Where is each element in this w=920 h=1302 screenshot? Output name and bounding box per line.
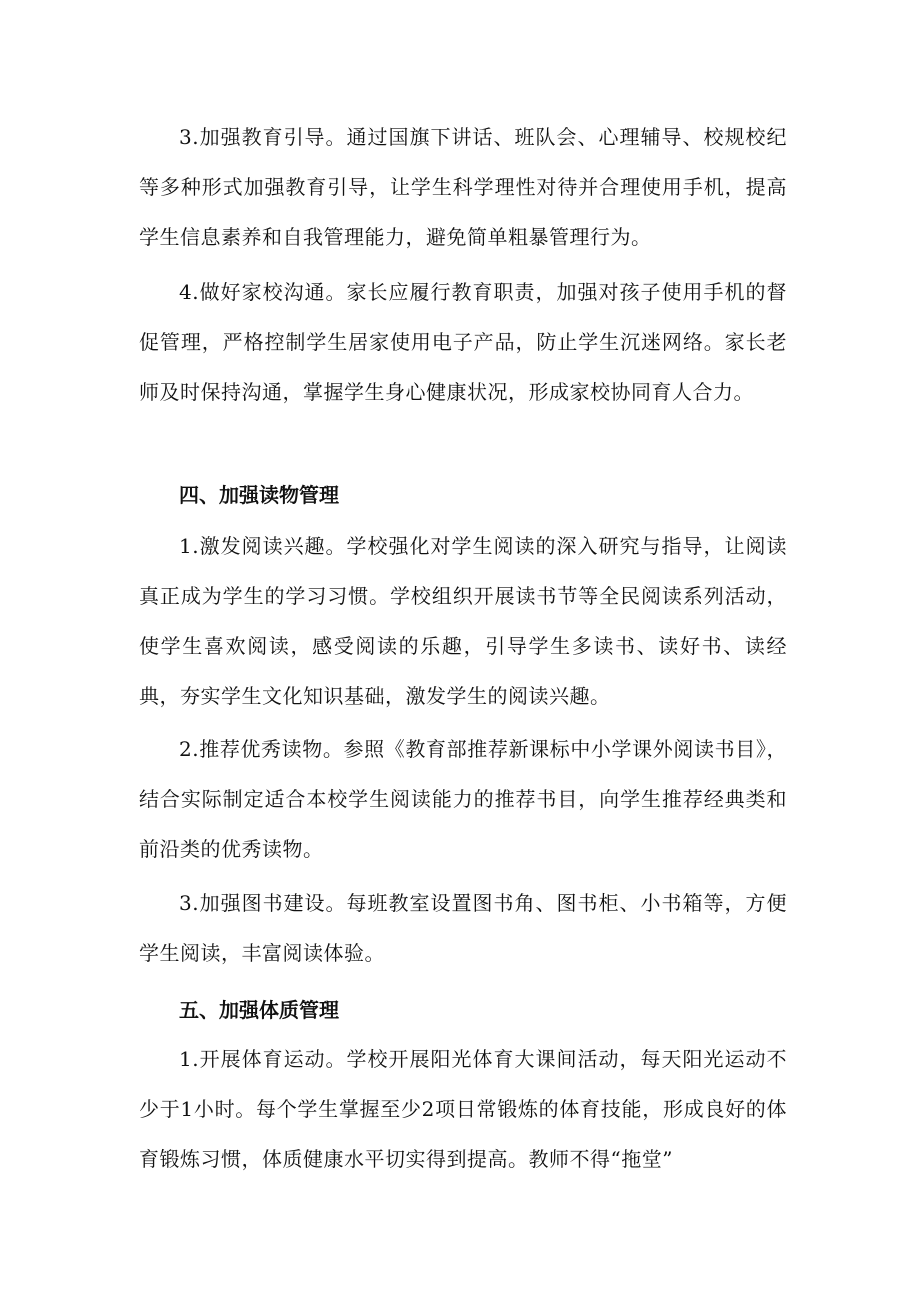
paragraph-home-school-communication: 4.做好家校沟通。家长应履行教育职责，加强对孩子使用手机的督促管理，严格控制学生居家使用电子产品，防止学生沉迷网络。家长老师及时保持沟通，掌握学生身心健康状况，形成家校协同育人合力。: [139, 280, 787, 404]
paragraph-library-construction: 3.加强图书建设。每班教室设置图书角、图书柜、小书箱等，方便学生阅读，丰富阅读体验。: [139, 891, 787, 965]
section-heading-reading: 四、加强读物管理: [179, 483, 339, 507]
section-heading-physical: 五、加强体质管理: [179, 998, 339, 1022]
paragraph-recommend-books: 2.推荐优秀读物。参照《教育部推荐新课标中小学课外阅读书目》，结合实际制定适合本校学生阅读能力的推荐书目，向学生推荐经典类和前沿类的优秀读物。: [139, 737, 787, 861]
paragraph-education-guidance: 3.加强教育引导。通过国旗下讲话、班队会、心理辅导、校规校纪等多种形式加强教育引导，让学生科学理性对待并合理使用手机，提高学生信息素养和自我管理能力，避免简单粗暴管理行为。: [139, 125, 787, 249]
paragraph-physical-activity: 1.开展体育运动。学校开展阳光体育大课间活动，每天阳光运动不少于1小时。每个学生掌握至少2项日常锻炼的体育技能，形成良好的体育锻炼习惯，体质健康水平切实得到提高。教师不得“拖堂”: [139, 1047, 787, 1171]
paragraph-reading-interest: 1.激发阅读兴趣。学校强化对学生阅读的深入研究与指导，让阅读真正成为学生的学习习惯。学校组织开展读书节等全民阅读系列活动，使学生喜欢阅读，感受阅读的乐趣，引导学生多读书、读好书、读经典，夯实学生文化知识基础，激发学生的阅读兴趣。: [139, 534, 787, 708]
